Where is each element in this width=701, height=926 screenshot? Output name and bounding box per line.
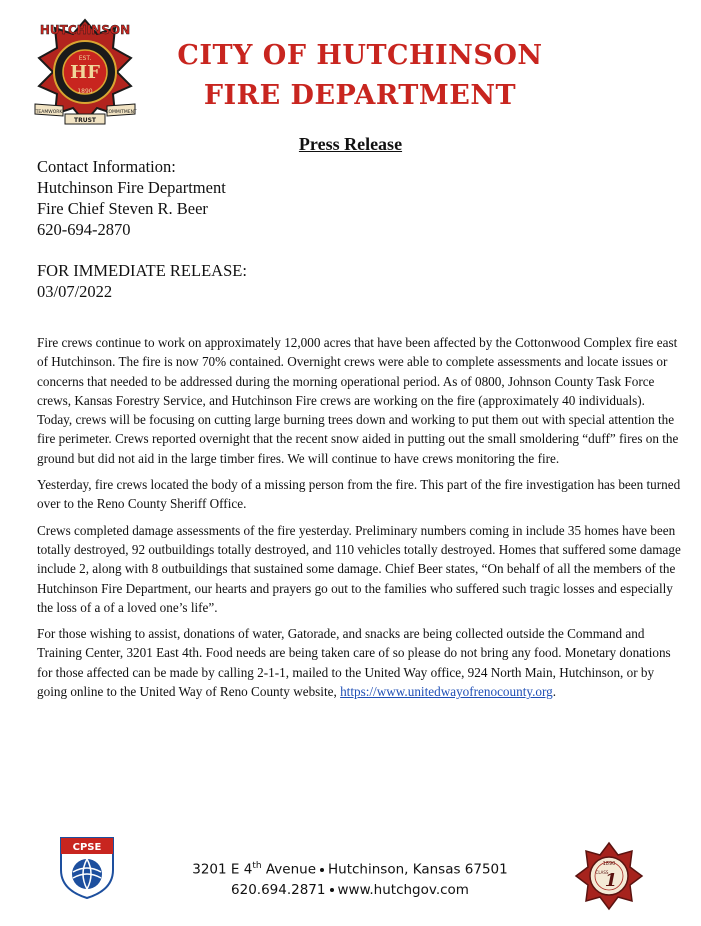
body-paragraph-4	[37, 624, 683, 701]
badge-class-label: CLASS	[595, 870, 609, 875]
press-release-heading: Press Release	[298, 134, 403, 154]
badge-class-num: 1	[604, 870, 618, 891]
footer-phone: 620.694.2871	[231, 881, 326, 898]
badge-year: 1890	[602, 861, 616, 867]
svg-text:HF: HF	[70, 62, 100, 83]
release-info	[37, 260, 247, 302]
logo-year-text: 1890	[77, 88, 93, 95]
press-body	[37, 333, 683, 708]
contact-org: Hutchinson Fire Department	[37, 178, 226, 197]
contact-phone: 620-694-2870	[37, 220, 131, 239]
footer-address	[160, 856, 540, 900]
bullet-dot	[320, 868, 324, 872]
bullet-dot	[330, 888, 334, 892]
fire-department-logo-icon	[33, 14, 137, 128]
contact-person: Fire Chief Steven R. Beer	[37, 199, 208, 218]
body-paragraph-3: Crews completed damage assessments of the fire yesterday. Preliminary numbers coming in include 35 homes have been totally destroyed, 92 outbuildings totally destroyed, and 110 vehicles totally destroyed. Homes that suffered some damage include 2, along with 8 outbuildings that sustained some damage. Chief Beer states, “On behalf of all the members of the Hutchinson Fire Department, our hearts and prayers go out to the families who suffered such tragic losses and especially the loss of a of a loved one’s life”.	[37, 522, 681, 615]
body-paragraph-2: Yesterday, fire crews located the body of a missing person from the fire. This part of the fire investigation has been turned over to the Reno County Sheriff Office.	[37, 477, 681, 512]
contact-info	[37, 156, 226, 240]
footer-web: www.hutchgov.com	[337, 881, 469, 898]
contact-label: Contact Information:	[37, 157, 176, 176]
page-title-line2: FIRE DEPARTMENT	[203, 80, 517, 111]
footer-addr-sup: th	[252, 861, 262, 871]
logo-ribbon-left: TEAMWORK	[35, 110, 63, 115]
cpse-shield-icon	[57, 836, 117, 900]
united-way-link[interactable]: https://www.unitedwayofrenocounty.org	[340, 684, 553, 700]
body-paragraph-4-text: For those wishing to assist, donations of water, Gatorade, and snacks are being collected outside the Command and Training Center, 3201 East 4th. Food needs are being taken care of so please do not bring any food. Monetary donations for those affected can be made by calling 2-1-1, mailed to the United Way office, 924 North Main, Hutchinson, or by going online to the United Way of Reno County website,	[37, 626, 671, 700]
body-paragraph-4-end: .	[552, 684, 557, 700]
logo-ribbon-bottom: TRUST	[74, 117, 96, 124]
footer-line2	[160, 880, 540, 900]
page-title-line1: CITY OF HUTCHINSON	[177, 40, 543, 71]
release-date: 03/07/2022	[37, 282, 113, 301]
footer-addr-street: Avenue	[261, 861, 316, 878]
cpse-label: CPSE	[72, 842, 102, 853]
logo-est-text: EST.	[78, 55, 92, 62]
release-label: FOR IMMEDIATE RELEASE:	[37, 261, 247, 280]
body-paragraph-1: Fire crews continue to work on approximately 12,000 acres that have been affected by the Cottonwood Complex fire east of Hutchinson. The fire is now 70% contained. Overnight crews were able to complete assessments and locate issues or concerns that needed to be addressed during the morning operational period. As of 0800, Johnson County Task Force crews, Kansas Forestry Service, and Hutchinson Fire crews are working on the fire (approximately 40 individuals). Today, crews will be focusing on cutting large burning trees down and working to put them out with special attention the fire perimeter. Crews reported overnight that the recent snow aided in putting out the small smoldering “duff” fires on the ground but did not aid in the large timber fires. We will continue to have crews monitoring the fire.	[37, 335, 679, 466]
class-one-badge-icon	[574, 841, 644, 911]
footer-addr-num: 3201 E 4	[192, 861, 253, 878]
logo-ribbon-right: COMMITMENT	[105, 110, 137, 115]
footer-line1	[160, 856, 540, 880]
footer-addr-city: Hutchinson, Kansas 67501	[328, 861, 508, 878]
logo-top-text: HUTCHINSON	[39, 23, 131, 37]
